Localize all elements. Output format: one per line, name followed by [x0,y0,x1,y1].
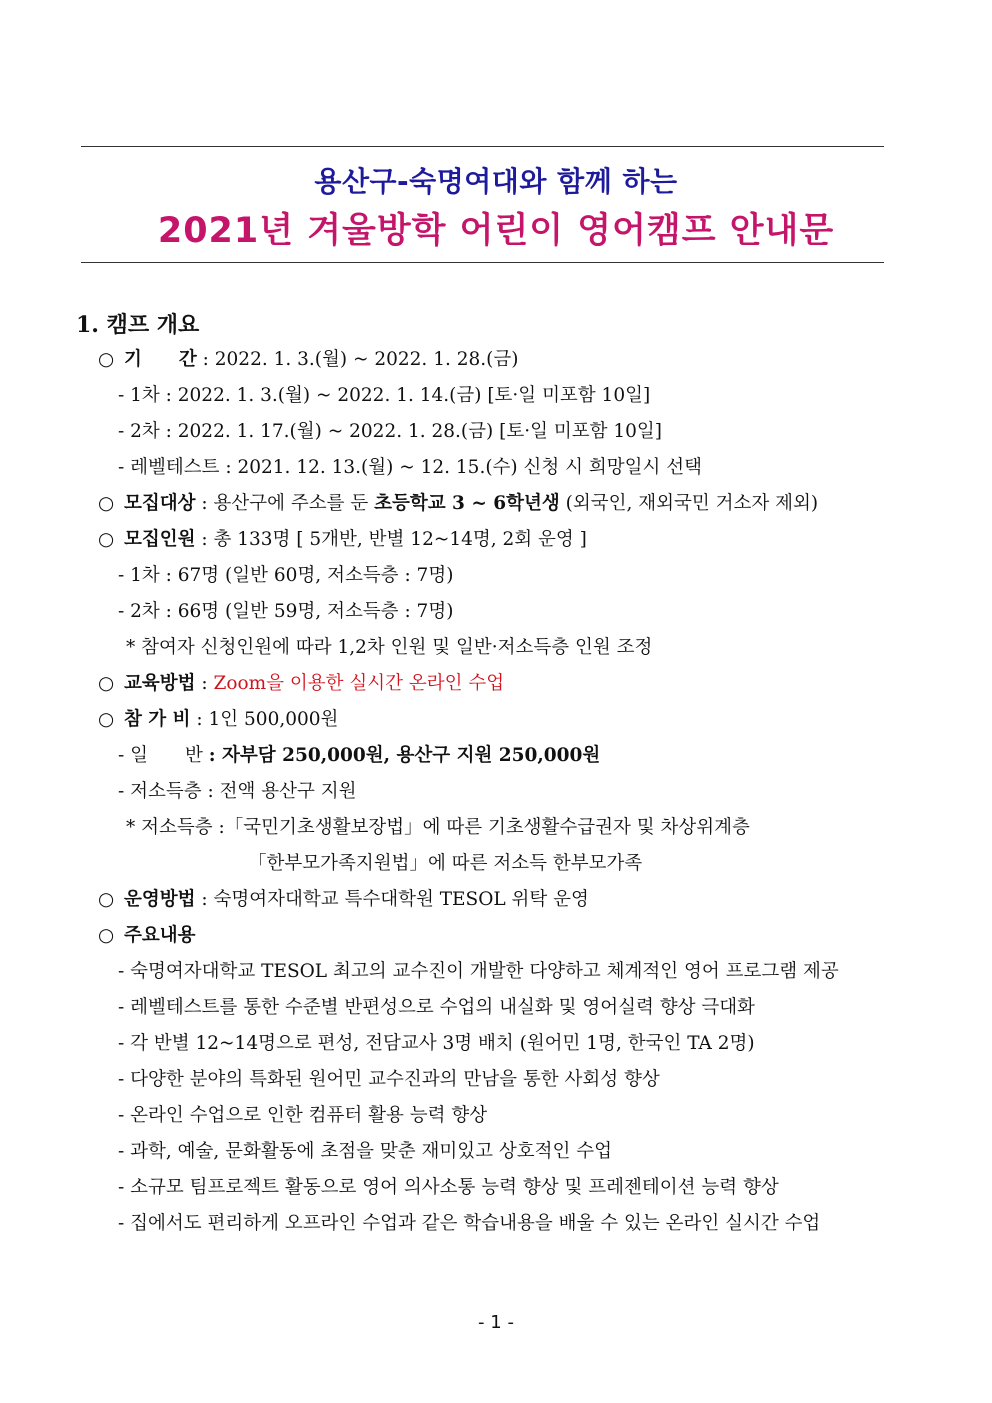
content-item: - 소규모 팀프로젝트 활동으로 영어 의사소통 능력 향상 및 프레젠테이션 능력 향상 [118,1177,779,1198]
section-heading: 1. 캠프 개요 [76,312,200,338]
fee-note-line2: 「한부모가족지원법」에 따른 저소득 한부모가족 [248,853,643,874]
fee-general-label: - 일 반 [118,745,203,766]
circle-bullet-icon: ○ [98,493,115,514]
content-item: - 집에서도 편리하게 오프라인 수업과 같은 학습내용을 배울 수 있는 온라인 실시간 수업 [118,1213,821,1234]
recruit-line [98,527,587,553]
fee-line [98,707,338,733]
content-item: - 과학, 예술, 문화활동에 초점을 맞춘 재미있고 상호적인 수업 [118,1141,612,1162]
document-title: 2021년 겨울방학 어린이 영어캠프 안내문 [157,211,835,251]
target-prefix: : 용산구에 주소를 둔 [201,493,375,514]
method-value: Zoom을 이용한 실시간 온라인 수업 [213,673,505,694]
method-label: 교육방법 [124,673,196,694]
operation-line [98,887,589,913]
top-rule [81,146,884,147]
content-item: - 레벨테스트를 통한 수준별 반편성으로 수업의 내실화 및 영어실력 향상 극대화 [118,997,755,1018]
recruit-item-2: - 2차 : 66명 (일반 59명, 저소득층 : 7명) [118,601,454,622]
circle-bullet-icon: ○ [98,925,115,946]
operation-value: : 숙명여자대학교 특수대학원 TESOL 위탁 운영 [201,889,589,910]
recruit-label: 모집인원 [124,529,196,550]
recruit-note: * 참여자 신청인원에 따라 1,2차 인원 및 일반·저소득층 인원 조정 [126,637,653,658]
fee-label: 참 가 비 [124,709,191,730]
target-suffix: (외국인, 재외국민 거소자 제외) [559,493,819,514]
content-label: 주요내용 [124,925,196,946]
circle-bullet-icon: ○ [98,529,115,550]
document-subtitle: 용산구-숙명여대와 함께 하는 [314,165,678,198]
recruit-value: : 총 133명 [ 5개반, 반별 12~14명, 2회 운영 ] [201,529,587,550]
circle-bullet-icon: ○ [98,709,115,730]
period-item-3: - 레벨테스트 : 2021. 12. 13.(월) ~ 12. 15.(수) 신청 시 희망일시 선택 [118,457,703,478]
method-line [98,671,504,697]
target-grade: 초등학교 3 ~ 6학년생 [374,493,560,514]
operation-label: 운영방법 [124,889,196,910]
page-number: - 1 - [478,1312,514,1333]
content-item: - 숙명여자대학교 TESOL 최고의 교수진이 개발한 다양하고 체계적인 영어 프로그램 제공 [118,961,839,982]
fee-value: : 1인 500,000원 [196,709,339,730]
fee-note-line1: * 저소득층 :「국민기초생활보장법」에 따른 기초생활수급권자 및 차상위계층 [126,817,750,838]
target-line [98,491,818,517]
period-item-1: - 1차 : 2022. 1. 3.(월) ~ 2022. 1. 14.(금) [토·일 미포함 10일] [118,385,651,406]
method-separator: : [201,673,208,694]
period-label: 기 간 [124,349,197,370]
bottom-rule [81,262,884,263]
fee-low-income: - 저소득층 : 전액 용산구 지원 [118,781,357,802]
content-item: - 다양한 분야의 특화된 원어민 교수진과의 만남을 통한 사회성 향상 [118,1069,660,1090]
recruit-item-1: - 1차 : 67명 (일반 60명, 저소득층 : 7명) [118,565,454,586]
circle-bullet-icon: ○ [98,889,115,910]
circle-bullet-icon: ○ [98,673,115,694]
fee-general [118,743,600,769]
target-label: 모집대상 [124,493,196,514]
fee-general-value: : 자부담 250,000원, 용산구 지원 250,000원 [208,745,601,766]
circle-bullet-icon: ○ [98,349,115,370]
period-value: : 2022. 1. 3.(월) ~ 2022. 1. 28.(금) [202,349,519,370]
content-line [98,923,195,949]
period-item-2: - 2차 : 2022. 1. 17.(월) ~ 2022. 1. 28.(금) [토·일 미포함 10일] [118,421,662,442]
content-item: - 온라인 수업으로 인한 컴퓨터 활용 능력 향상 [118,1105,488,1126]
content-item: - 각 반별 12~14명으로 편성, 전담교사 3명 배치 (원어민 1명, 한국인 TA 2명) [118,1033,755,1054]
period-line [98,347,518,373]
